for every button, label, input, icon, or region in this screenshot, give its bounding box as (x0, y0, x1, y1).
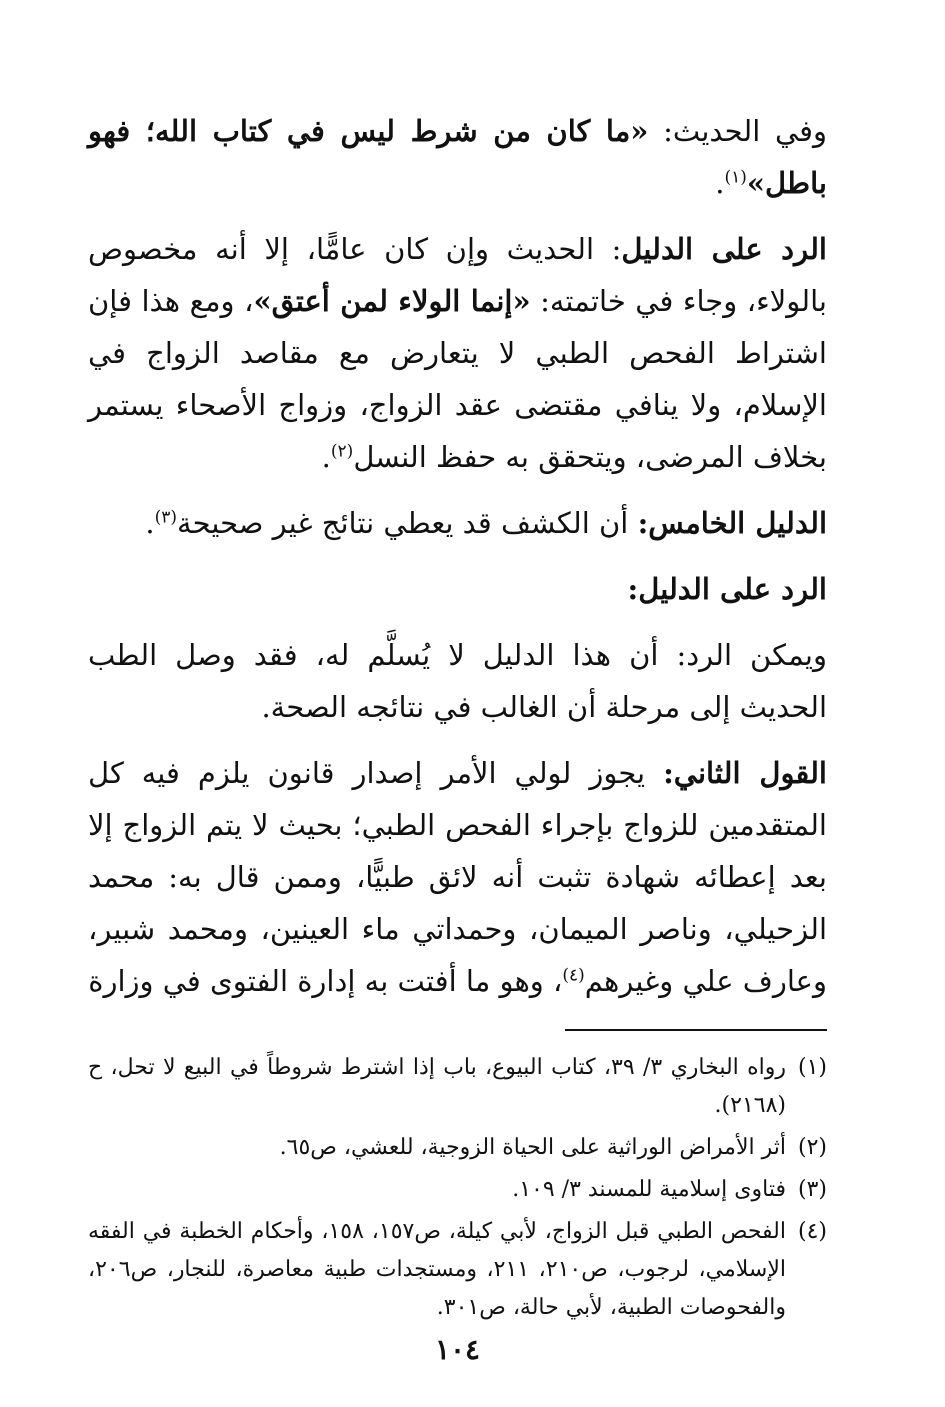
footnote-3: (٣) فتاوى إسلامية للمسند ٣/ ١٠٩. (512, 1177, 827, 1202)
footnote-2: (٢) أثر الأمراض الوراثية على الحياة الزوجية، للعشي، ص٦٥. (279, 1135, 827, 1160)
footnote-ref-2: (٢) (330, 441, 354, 462)
second-opinion-label: القول الثاني: (663, 756, 827, 790)
paragraph-second-opinion: القول الثاني: يجوز لولي الأمر إصدار قانون يلزم فيه كل المتقدمين للزواج بإجراء الفحص الطبي؛ بحيث لا يتم الزواج إلا بعد إعطائه شهادة تثبت أنه لائق طبيًّا، وممن قال به: محمد الزحيلي، وناصر الميمان، وحمداتي ماء العينين، ومحمد شبير، وعارف علي وغيرهم$^{(٤)}$، وهو ما أفتت به إدارة الفتوى في وزارة (88, 756, 827, 998)
paragraph-rebuttal-2: ويمكن الرد: أن هذا الدليل لا يُسلَّم له، فقد وصل الطب الحديث إلى مرحلة أن الغالب في نتائجه الصحة. (88, 638, 827, 724)
rebuttal-heading: الرد على الدليل: (627, 572, 827, 606)
footnote-separator (565, 1029, 827, 1031)
footnote-ref-4: (٤) (562, 965, 585, 986)
paragraph-hadith: وفي الحديث: «ما كان من شرط ليس في كتاب الله؛ فهو باطل»$^{(١)}$. (88, 114, 827, 200)
footnote-ref-3: (٣) (154, 507, 178, 528)
footnote-4: (٤) الفحص الطبي قبل الزواج، لأبي كيلة، ص١٥٧، ١٥٨، وأحكام الخطبة في الفقه الإسلامي، لرجوب، ص٢١٠، ٢١١، ومستجدات طبية معاصرة، للنجار، ص٢٠٦، والفحوصات الطبية، لأبي حالة، ص٣٠١. (88, 1219, 827, 1320)
paragraph-rebuttal-1: الرد على الدليل: الحديث وإن كان عامًّا، إلا أنه مخصوص بالولاء، وجاء في خاتمته: «إنما الولاء لمن أعتق»، ومع هذا فإن اشتراط الفحص الطبي لا يتعارض مع مقاصد الزواج في الإسلام، ولا ينافي مقتضى عقد الزواج، وزواج الأصحاء يستمر بخلاف المرضى، ويتحقق به حفظ النسل$^{(٢)}$. (88, 232, 828, 474)
page-number: ١٠٤ (434, 1333, 481, 1366)
rebuttal-label: الرد على الدليل (621, 232, 827, 266)
paragraph-fifth-evidence: الدليل الخامس: أن الكشف قد يعطي نتائج غير صحيحة$^{(٣)}$. (145, 506, 827, 540)
hadith-quote-2: «إنما الولاء لمن أعتق» (253, 284, 531, 318)
hadith-quote: «ما كان من شرط ليس في كتاب الله؛ فهو باطل» (88, 114, 827, 200)
main-text (88, 105, 827, 1007)
paragraph-rebuttal-heading (88, 563, 827, 615)
footnote-1: (١) رواه البخاري ٣/ ٣٩، كتاب البيوع، باب إذا اشترط شروطاً في البيع لا تحل، ح (٢١٦٨). (88, 1055, 827, 1118)
fifth-evidence-label: الدليل الخامس: (637, 506, 827, 540)
footnote-ref-1: (١) (724, 167, 747, 188)
footnotes (88, 1049, 827, 1327)
